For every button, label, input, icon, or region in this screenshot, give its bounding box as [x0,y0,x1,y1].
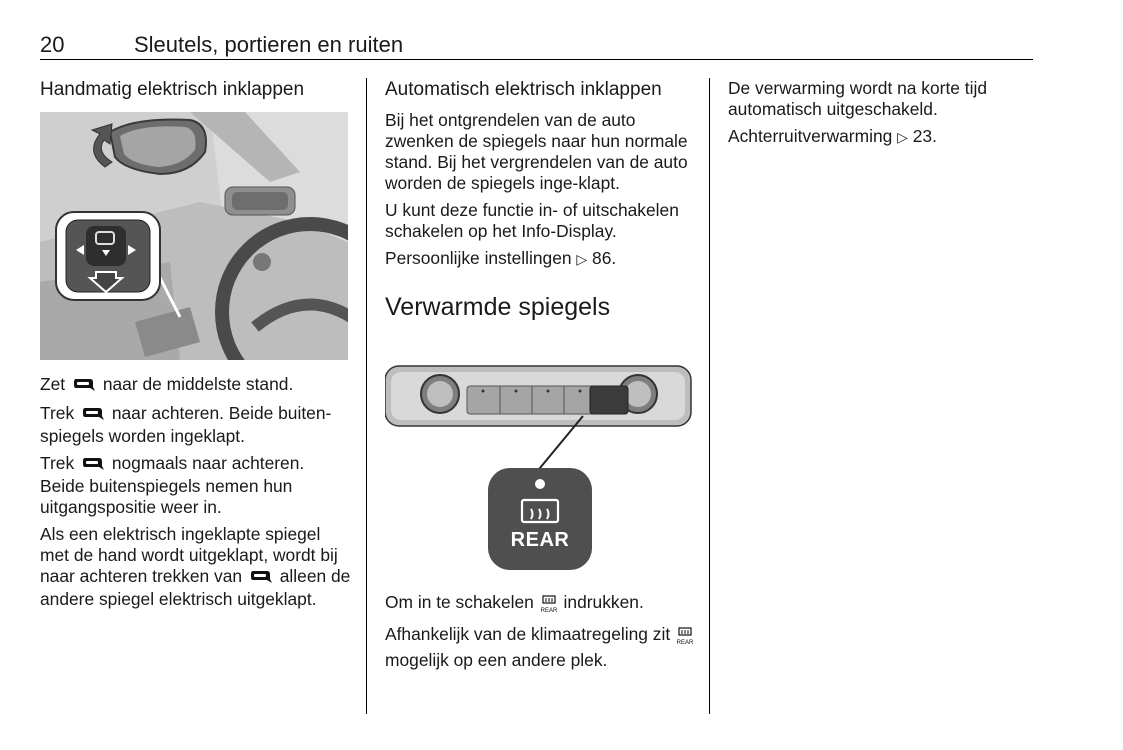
paragraph: Afhankelijk van de klimaatregeling zit REAR mogelijk op een andere plek. [385,624,694,670]
column-right [728,78,1028,154]
paragraph: De verwarming wordt na korte tijd automatisch uitgeschakeld. [728,78,988,119]
page-header [40,30,1033,60]
column-left [40,78,352,616]
section-heading: Automatisch elektrisch inklappen [385,79,662,100]
paragraph: Persoonlijke instellingen ▷ 86. [385,248,617,268]
chapter-title: Sleutels, portieren en ruiten [134,32,404,57]
paragraph: Bij het ontgrendelen van de auto zwenken de spiegels naar hun normale stand. Bij het vergrendelen van de auto worden de spiegels inge-klapt. [385,110,688,193]
page-number: 20 [40,32,65,57]
mirror-switch-icon [82,455,104,476]
rear-defrost-icon [541,595,557,618]
paragraph: Om in te schakelen REAR indrukken. [385,592,697,618]
mirror-switch-icon [73,376,95,397]
reference-arrow-icon: ▷ [576,251,588,267]
paragraph: Als een elektrisch ingeklapte spiegel met de hand wordt uitgeklapt, wordt bij naar achteren trekken van alleen de andere spiegel elektrisch uitgeklapt. [40,524,351,609]
svg-text:REAR: REAR [540,608,557,613]
paragraph: Zet naar de middelste stand. [40,374,352,397]
svg-text:REAR: REAR [677,640,694,645]
page-reference[interactable]: 23. [912,126,937,146]
column-middle [385,78,697,677]
mirror-fold-illustration [40,112,348,360]
page-reference[interactable]: 86. [592,248,617,268]
header-divider [40,59,1033,60]
reference-arrow-icon: ▷ [897,129,908,145]
paragraph: Trek nogmaals naar achteren. Beide buitenspiegels nemen hun uitgangspositie weer in. [40,453,305,517]
section-title: Verwarmde spiegels [385,293,611,321]
paragraph: Achterruitverwarming ▷ 23. [728,126,937,146]
paragraph: Trek naar achteren. Beide buiten-spiegels worden ingeklapt. [40,403,332,446]
mirror-switch-icon [250,568,272,589]
column-divider [709,78,710,714]
rear-defrost-icon [677,627,693,650]
rear-button-label: REAR [510,529,570,551]
column-divider [366,78,367,714]
paragraph: U kunt deze functie in- of uitschakelen schakelen op het Info-Display. [385,200,679,241]
section-heading: Handmatig elektrisch inklappen [40,79,305,100]
climate-panel-illustration [385,362,695,572]
mirror-switch-icon [82,405,104,426]
